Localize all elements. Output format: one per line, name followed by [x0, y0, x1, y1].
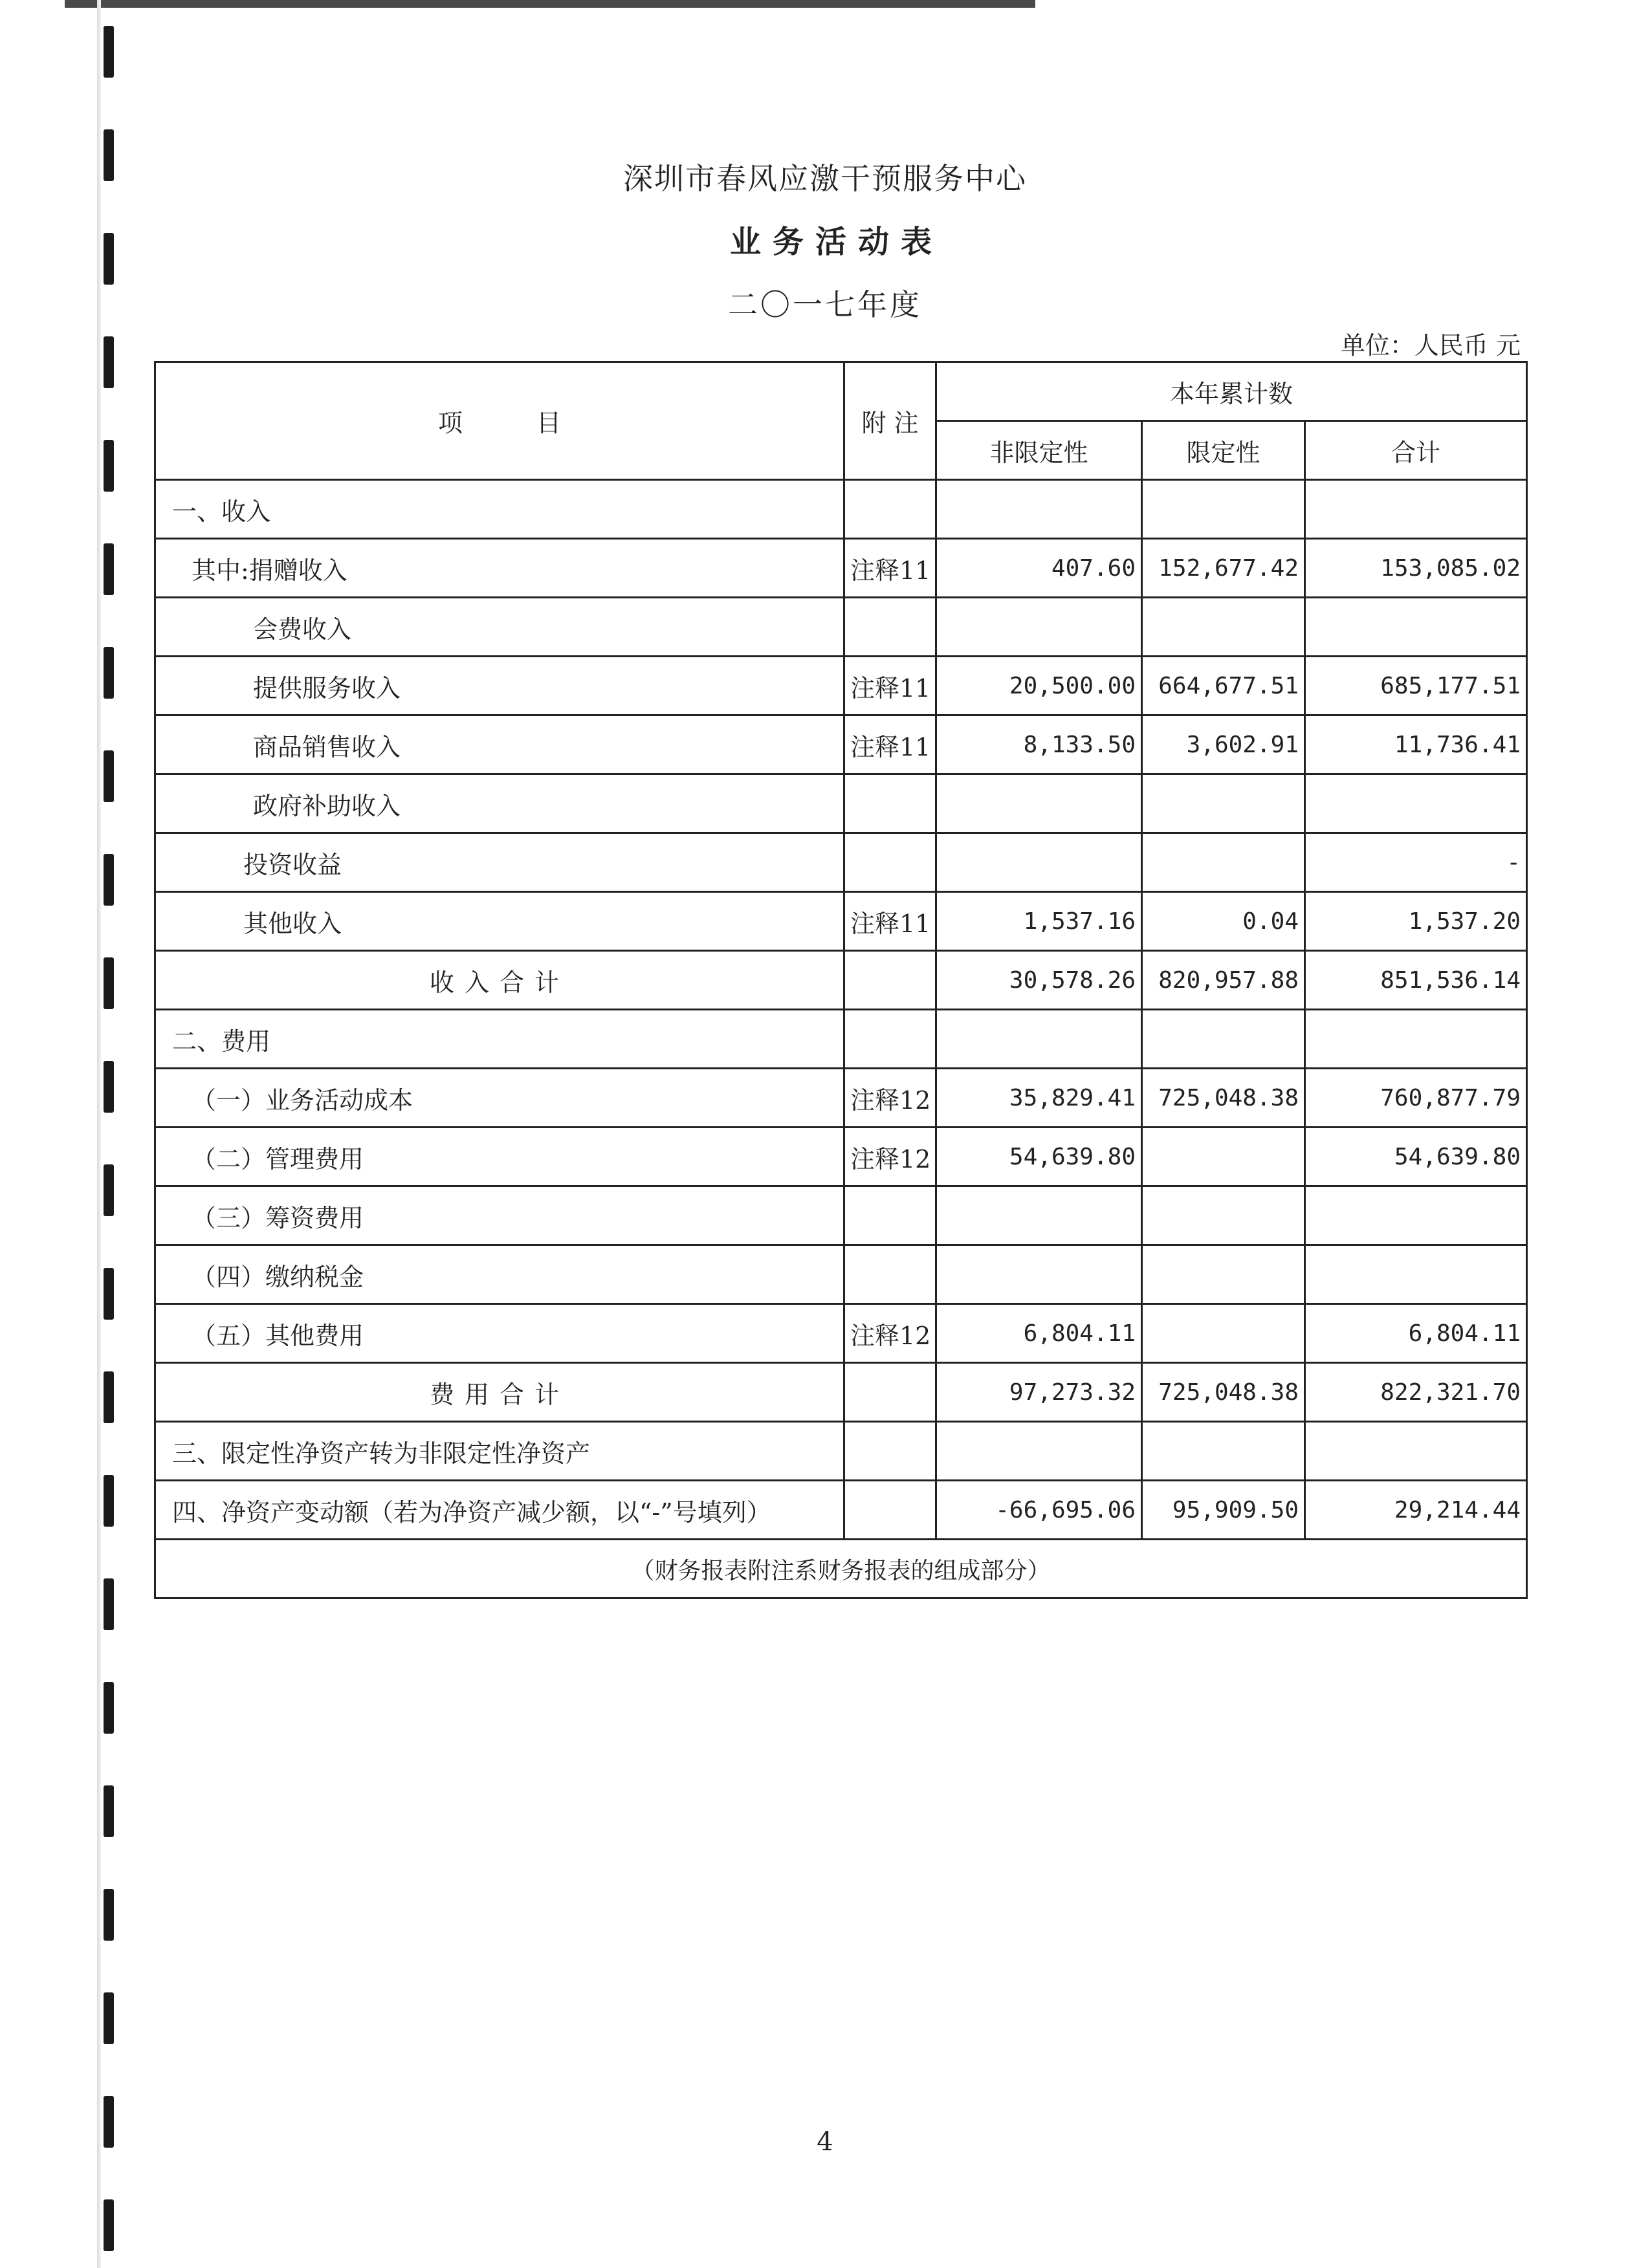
- row-unrestricted-value: 20,500.00: [936, 657, 1142, 715]
- header-current-year: 本年累计数: [936, 362, 1527, 421]
- row-item-label: 费用合计: [155, 1363, 844, 1422]
- row-item-label: 四、净资产变动额（若为净资产减少额，以“-”号填列）: [155, 1481, 844, 1540]
- binding-ring: [104, 440, 114, 492]
- row-note: [844, 1010, 936, 1069]
- row-item-label: 投资收益: [155, 833, 844, 892]
- binding-ring: [104, 336, 114, 388]
- row-item-label: 提供服务收入: [155, 657, 844, 715]
- row-unrestricted-value: [936, 774, 1142, 833]
- row-restricted-value: 725,048.38: [1142, 1363, 1305, 1422]
- report-title: 业务活动表: [729, 224, 943, 260]
- row-restricted-value: 95,909.50: [1142, 1481, 1305, 1540]
- report-period: 二〇一七年度: [728, 287, 922, 322]
- header-item: 项 目: [155, 362, 844, 480]
- table-row: [155, 1245, 1527, 1304]
- table-row: [155, 951, 1527, 1010]
- row-total-value: -: [1305, 833, 1527, 892]
- row-note: 注释11: [844, 657, 936, 715]
- row-restricted-value: 820,957.88: [1142, 951, 1305, 1010]
- table-row: [155, 774, 1527, 833]
- row-note: 注释11: [844, 539, 936, 598]
- row-unrestricted-value: 30,578.26: [936, 951, 1142, 1010]
- header-restricted: 限定性: [1142, 421, 1305, 480]
- row-total-value: 29,214.44: [1305, 1481, 1527, 1540]
- row-note: [844, 951, 936, 1010]
- row-note: [844, 1186, 936, 1245]
- table-footnote: （财务报表附注系财务报表的组成部分）: [155, 1540, 1527, 1598]
- binding-ring: [104, 1371, 114, 1423]
- row-total-value: 760,877.79: [1305, 1069, 1527, 1128]
- row-item-label: 政府补助收入: [155, 774, 844, 833]
- header-note: 附 注: [844, 362, 936, 480]
- table-row: [155, 715, 1527, 774]
- binding-ring: [104, 543, 114, 595]
- binding-ring: [104, 854, 114, 906]
- binding-ring: [104, 750, 114, 802]
- row-unrestricted-value: [936, 1186, 1142, 1245]
- row-item-label: 其中:捐赠收入: [155, 539, 844, 598]
- row-item-label: （二）管理费用: [155, 1128, 844, 1186]
- row-unrestricted-value: 8,133.50: [936, 715, 1142, 774]
- row-unrestricted-value: [936, 1422, 1142, 1481]
- row-total-value: 685,177.51: [1305, 657, 1527, 715]
- table-row: [155, 1422, 1527, 1481]
- row-restricted-value: [1142, 774, 1305, 833]
- row-item-label: 二、费用: [155, 1010, 844, 1069]
- row-unrestricted-value: 6,804.11: [936, 1304, 1142, 1363]
- row-item-label: （三）筹资费用: [155, 1186, 844, 1245]
- row-total-value: 153,085.02: [1305, 539, 1527, 598]
- row-total-value: 54,639.80: [1305, 1128, 1527, 1186]
- row-total-value: 822,321.70: [1305, 1363, 1527, 1422]
- row-restricted-value: [1142, 1245, 1305, 1304]
- row-item-label: 三、限定性净资产转为非限定性净资产: [155, 1422, 844, 1481]
- binding-spine: [97, 0, 101, 2268]
- row-note: 注释11: [844, 715, 936, 774]
- row-restricted-value: [1142, 598, 1305, 657]
- row-note: [844, 480, 936, 539]
- organization-name: 深圳市春风应激干预服务中心: [623, 161, 1027, 196]
- binding-ring: [104, 1268, 114, 1320]
- row-restricted-value: 3,602.91: [1142, 715, 1305, 774]
- table-row: [155, 833, 1527, 892]
- row-item-label: （五）其他费用: [155, 1304, 844, 1363]
- row-item-label: 一、收入: [155, 480, 844, 539]
- row-note: 注释12: [844, 1304, 936, 1363]
- row-note: [844, 1363, 936, 1422]
- binding-ring: [104, 1992, 114, 2044]
- row-note: [844, 1245, 936, 1304]
- row-item-label: （一）业务活动成本: [155, 1069, 844, 1128]
- row-unrestricted-value: 1,537.16: [936, 892, 1142, 951]
- row-unrestricted-value: -66,695.06: [936, 1481, 1142, 1540]
- row-restricted-value: 0.04: [1142, 892, 1305, 951]
- row-unrestricted-value: 97,273.32: [936, 1363, 1142, 1422]
- row-total-value: 851,536.14: [1305, 951, 1527, 1010]
- table-row: [155, 480, 1527, 539]
- row-note: [844, 1481, 936, 1540]
- row-restricted-value: [1142, 1422, 1305, 1481]
- header-total: 合计: [1305, 421, 1527, 480]
- row-restricted-value: [1142, 833, 1305, 892]
- binding-ring: [104, 1475, 114, 1527]
- table-row: [155, 1010, 1527, 1069]
- row-total-value: 1,537.20: [1305, 892, 1527, 951]
- table-row: [155, 1069, 1527, 1128]
- binding-ring: [104, 1682, 114, 1734]
- table-row: [155, 1304, 1527, 1363]
- table-body: [155, 480, 1527, 1540]
- binding-ring: [104, 2199, 114, 2251]
- binding-ring: [104, 647, 114, 699]
- table-row: [155, 892, 1527, 951]
- row-note: [844, 1422, 936, 1481]
- row-unrestricted-value: [936, 480, 1142, 539]
- row-item-label: 收入合计: [155, 951, 844, 1010]
- table-row: [155, 657, 1527, 715]
- currency-unit: 单位：人民币 元: [1340, 331, 1521, 360]
- row-total-value: 11,736.41: [1305, 715, 1527, 774]
- row-note: [844, 774, 936, 833]
- row-restricted-value: 725,048.38: [1142, 1069, 1305, 1128]
- row-total-value: [1305, 598, 1527, 657]
- row-restricted-value: [1142, 1010, 1305, 1069]
- table-row: [155, 539, 1527, 598]
- row-restricted-value: [1142, 480, 1305, 539]
- page-number: 4: [817, 2127, 833, 2157]
- header-unrestricted: 非限定性: [936, 421, 1142, 480]
- row-unrestricted-value: [936, 833, 1142, 892]
- row-total-value: [1305, 1245, 1527, 1304]
- row-item-label: 其他收入: [155, 892, 844, 951]
- binding-ring: [104, 1785, 114, 1837]
- row-unrestricted-value: [936, 1245, 1142, 1304]
- row-item-label: （四）缴纳税金: [155, 1245, 844, 1304]
- row-total-value: [1305, 1010, 1527, 1069]
- row-restricted-value: 664,677.51: [1142, 657, 1305, 715]
- row-unrestricted-value: 35,829.41: [936, 1069, 1142, 1128]
- row-total-value: 6,804.11: [1305, 1304, 1527, 1363]
- binding-ring: [104, 1578, 114, 1630]
- row-total-value: [1305, 1186, 1527, 1245]
- row-total-value: [1305, 774, 1527, 833]
- row-restricted-value: [1142, 1304, 1305, 1363]
- binding-ring: [104, 1164, 114, 1216]
- row-note: 注释12: [844, 1069, 936, 1128]
- row-restricted-value: [1142, 1128, 1305, 1186]
- row-item-label: 会费收入: [155, 598, 844, 657]
- table-row: [155, 1363, 1527, 1422]
- row-note: 注释11: [844, 892, 936, 951]
- row-restricted-value: 152,677.42: [1142, 539, 1305, 598]
- row-unrestricted-value: 54,639.80: [936, 1128, 1142, 1186]
- table-row: [155, 1481, 1527, 1540]
- binding-ring: [104, 957, 114, 1009]
- row-item-label: 商品销售收入: [155, 715, 844, 774]
- row-unrestricted-value: [936, 598, 1142, 657]
- row-total-value: [1305, 1422, 1527, 1481]
- row-note: [844, 833, 936, 892]
- binding-ring: [104, 1889, 114, 1941]
- row-unrestricted-value: [936, 1010, 1142, 1069]
- row-unrestricted-value: 407.60: [936, 539, 1142, 598]
- activity-statement-table: [154, 361, 1528, 1599]
- row-restricted-value: [1142, 1186, 1305, 1245]
- row-total-value: [1305, 480, 1527, 539]
- row-note: [844, 598, 936, 657]
- binding-ring: [104, 1061, 114, 1113]
- table-row: [155, 598, 1527, 657]
- binding-ring: [104, 26, 114, 78]
- table-row: [155, 1186, 1527, 1245]
- table-row: [155, 1128, 1527, 1186]
- row-note: 注释12: [844, 1128, 936, 1186]
- scan-top-edge: [65, 0, 1035, 8]
